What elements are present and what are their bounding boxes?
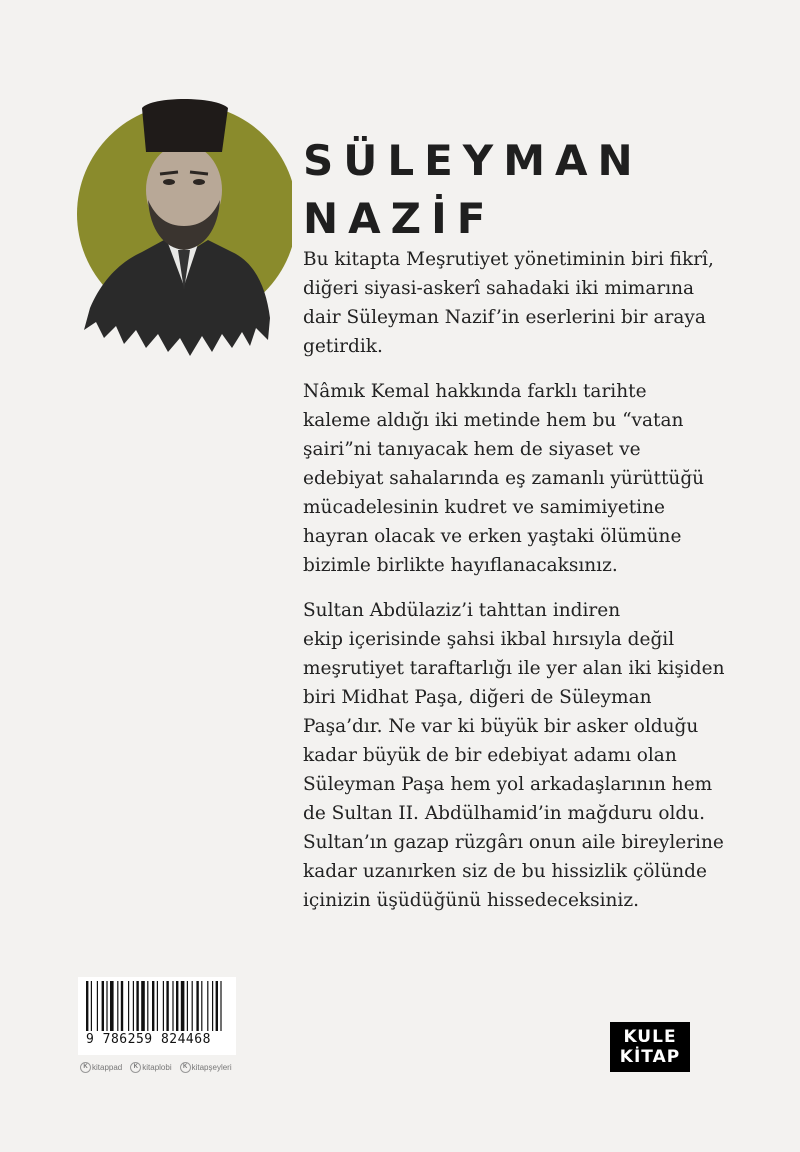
blurb-line: kadar büyük de bir edebiyat adamı olan	[303, 745, 677, 766]
store-name: kitappad	[92, 1063, 123, 1072]
blurb-line: içinizin üşüdüğünü hissedeceksiniz.	[303, 890, 639, 911]
store-logo	[80, 1062, 122, 1073]
blurb-line: şairi”ni tanıyacak hem de siyaset ve	[303, 439, 641, 460]
blurb-line: dair Süleyman Nazif’in eserlerini bir araya	[303, 307, 706, 328]
blurb-paragraph-2	[303, 377, 723, 580]
blurb-line: biri Midhat Paşa, diğeri de Süleyman	[303, 687, 652, 708]
store-k-icon: K	[80, 1062, 91, 1073]
blurb-line: Paşa’dır. Ne var ki büyük bir asker olduğu	[303, 716, 699, 737]
blurb-line: edebiyat sahalarında eş zamanlı yürüttüğü	[303, 468, 705, 489]
store-name: kitaplobi	[142, 1063, 172, 1072]
store-logo	[180, 1062, 232, 1073]
store-k-icon: K	[180, 1062, 191, 1073]
blurb-line: kadar uzanırken siz de bu hissizlik çölünde	[303, 861, 707, 882]
store-logo	[130, 1062, 171, 1073]
publisher-logo	[610, 1022, 690, 1072]
author-name-title	[303, 132, 643, 248]
store-name: kitapşeyleri	[191, 1063, 232, 1072]
blurb-line: Bu kitapta Meşrutiyet yönetiminin biri fikrî,	[303, 249, 714, 270]
blurb-line: Sultan’ın gazap rüzgârı onun aile bireylerine	[303, 832, 724, 853]
title-line-1: SÜLEYMAN	[303, 136, 643, 185]
author-portrait	[72, 90, 292, 360]
blurb-line: Süleyman Paşa hem yol arkadaşlarının hem	[303, 774, 713, 795]
blurb-paragraph-3	[303, 596, 723, 915]
back-cover-blurb	[303, 245, 723, 931]
title-line-2: NAZİF	[303, 194, 496, 243]
blurb-line: Sultan Abdülaziz’i tahttan indiren	[303, 600, 621, 621]
portrait-fez	[142, 99, 228, 152]
blurb-line: mücadelesinin kudret ve samimiyetine	[303, 497, 665, 518]
isbn-number: 9 786259 824468	[86, 1032, 211, 1047]
publisher-logo-line-2: KİTAP	[619, 1047, 681, 1067]
store-k-icon: K	[130, 1062, 141, 1073]
blurb-line: meşrutiyet taraftarlığı ile yer alan iki kişiden	[303, 658, 725, 679]
blurb-paragraph-1	[303, 245, 723, 361]
publisher-logo-line-1: KULE	[623, 1027, 677, 1047]
blurb-line: bizimle birlikte hayıflanacaksınız.	[303, 555, 618, 576]
blurb-line: hayran olacak ve erken yaştaki ölümüne	[303, 526, 682, 547]
blurb-line: getirdik.	[303, 336, 383, 357]
blurb-line: kaleme aldığı iki metinde hem bu “vatan	[303, 410, 684, 431]
store-logos	[80, 1062, 232, 1073]
blurb-line: Nâmık Kemal hakkında farklı tarihte	[303, 381, 647, 402]
isbn-barcode	[78, 977, 236, 1055]
blurb-line: ekip içerisinde şahsi ikbal hırsıyla değil	[303, 629, 675, 650]
barcode-bars	[84, 981, 230, 1031]
blurb-line: diğeri siyasi-askerî sahadaki iki mimarına	[303, 278, 695, 299]
blurb-line: de Sultan II. Abdülhamid’in mağduru oldu.	[303, 803, 706, 824]
